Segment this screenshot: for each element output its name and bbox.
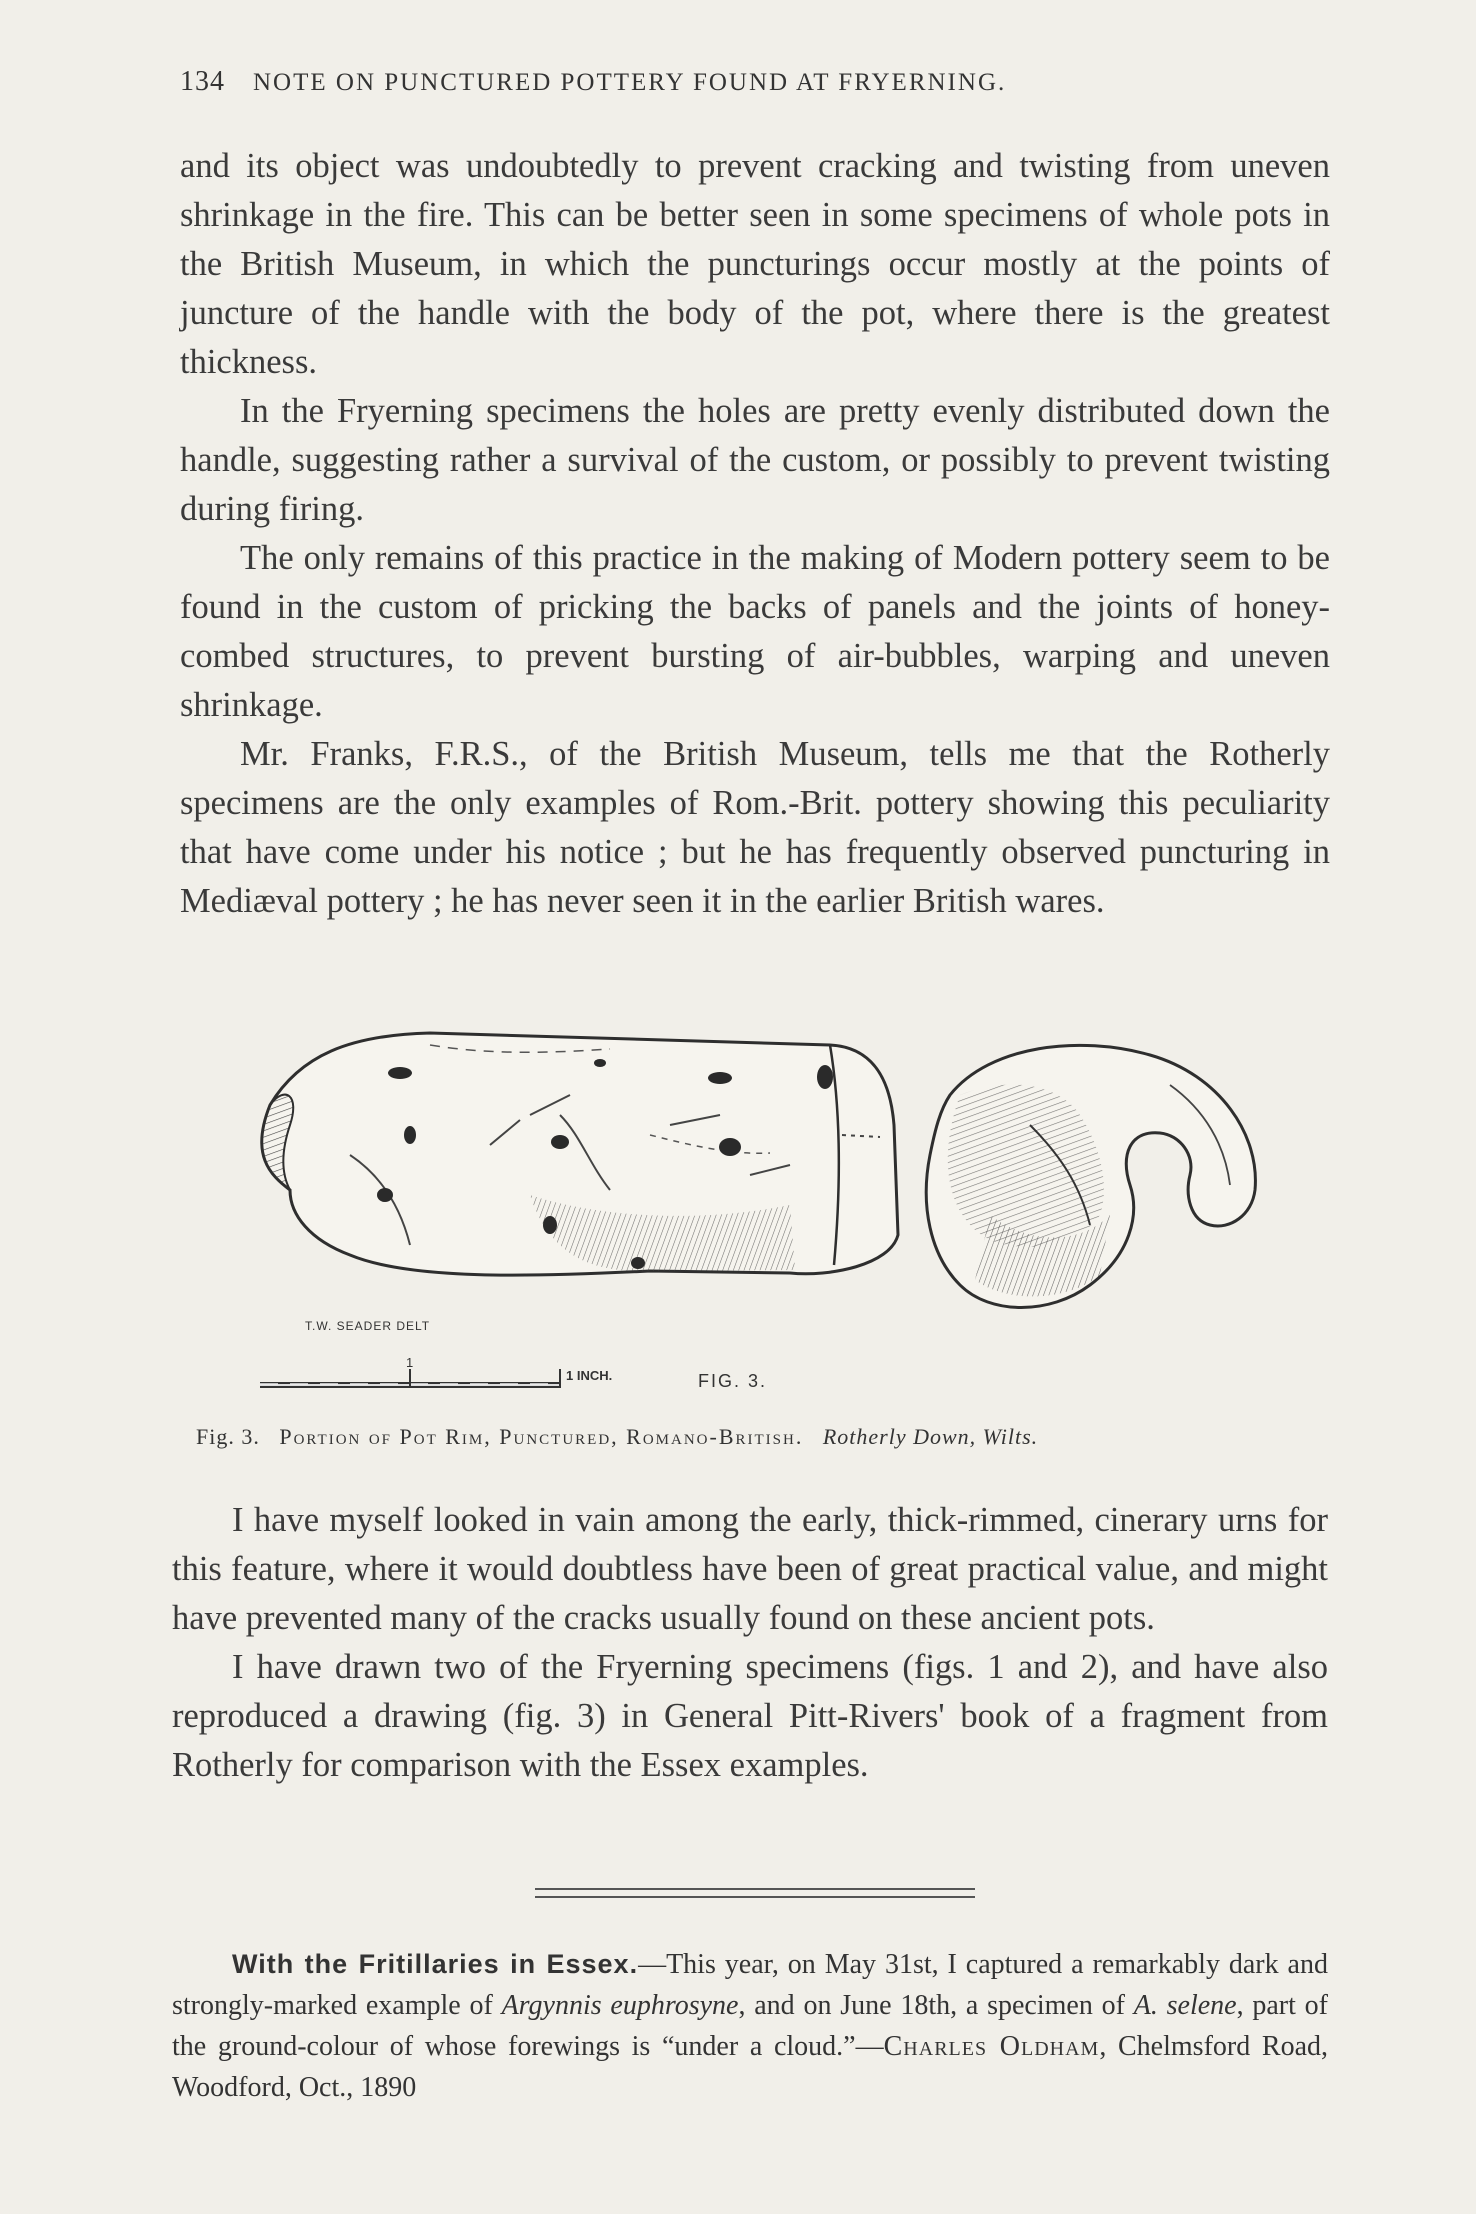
figure-pot-rim-illustration xyxy=(230,1015,1290,1415)
note-text: , part of the ground-colour of whose forewings is “under a cloud.”— xyxy=(172,1990,1328,2062)
note-text: , and on June 18th, a specimen of xyxy=(738,1990,1134,2021)
running-title: NOTE ON PUNCTURED POTTERY FOUND AT FRYERNING. xyxy=(253,69,1007,96)
divider-rule xyxy=(535,1888,975,1890)
caption-prefix: Fig. 3. xyxy=(196,1424,260,1449)
fig-label: FIG. 3. xyxy=(698,1371,768,1391)
species-name: A. selene xyxy=(1133,1990,1237,2021)
running-header xyxy=(180,66,1330,98)
pot-rim-drawing xyxy=(230,1015,1290,1415)
body-text-after-figure xyxy=(172,1496,1328,1790)
note-text: —This year, on May 31st, I captured a remarkably dark and strongly-marked example of xyxy=(172,1949,1328,2021)
paragraph: and its object was undoubtedly to prevent cracking and twisting from uneven shrinkage in the fire. This can be better seen in some specimens of whole pots in the British Museum, in which the puncturings occur mostly at the points of juncture of the handle with the body of the pot, where there is the greatest thickness. xyxy=(180,147,1330,381)
scale-label: 1 INCH. xyxy=(566,1368,613,1383)
body-text-before-figure xyxy=(180,142,1330,926)
paragraph: Mr. Franks, F.R.S., of the British Museum, tells me that the Rotherly specimens are the only examples of Rom.-Brit. pottery showing this peculiarity that have come under his notice ; but he has frequently observed puncturing in Mediæval pottery ; he has never seen it in the earlier British wares. xyxy=(180,735,1330,920)
note-author: Charles Oldham xyxy=(883,2031,1100,2062)
rim-fragment-side-view xyxy=(262,1033,898,1275)
paragraph: I have drawn two of the Fryerning specimens (figs. 1 and 2), and have also reproduced a drawing (fig. 3) in General Pitt-Rivers' book of a fragment from Rotherly for comparison with the Essex examples. xyxy=(172,1648,1328,1784)
scale-mark: 1 xyxy=(406,1355,414,1370)
paragraph: I have myself looked in vain among the early, thick-rimmed, cinerary urns for this feature, where it would doubtless have been of great practical value, and might have prevented many of the cracks usually found on these ancient pots. xyxy=(172,1501,1328,1637)
note-text: , Chelmsford Road, Woodford, Oct., 1890 xyxy=(172,2031,1329,2103)
scale-bar xyxy=(260,1369,560,1388)
caption-place: Rotherly Down, Wilts. xyxy=(822,1424,1039,1449)
species-name: Argynnis euphrosyne xyxy=(501,1990,739,2021)
naturalist-note xyxy=(172,1944,1328,2108)
page-number: 134 xyxy=(180,66,225,97)
rim-fragment-end-view xyxy=(926,1045,1255,1307)
divider-rule xyxy=(535,1896,975,1898)
note-heading: With the Fritillaries in Essex. xyxy=(232,1949,639,1979)
figure-caption xyxy=(196,1424,1326,1450)
paragraph: In the Fryerning specimens the holes are pretty evenly distributed down the handle, suggesting rather a survival of the custom, or possibly to prevent twisting during firing. xyxy=(180,392,1330,528)
caption-title: Portion of Pot Rim, Punctured, Romano-British. xyxy=(279,1424,804,1449)
paragraph: The only remains of this practice in the making of Modern pottery seem to be found in the custom of pricking the backs of panels and the joints of honey-combed structures, to prevent bursting of air-bubbles, warping and uneven shrinkage. xyxy=(180,539,1330,724)
artist-signature: T.W. SEADER DELT xyxy=(305,1319,431,1333)
